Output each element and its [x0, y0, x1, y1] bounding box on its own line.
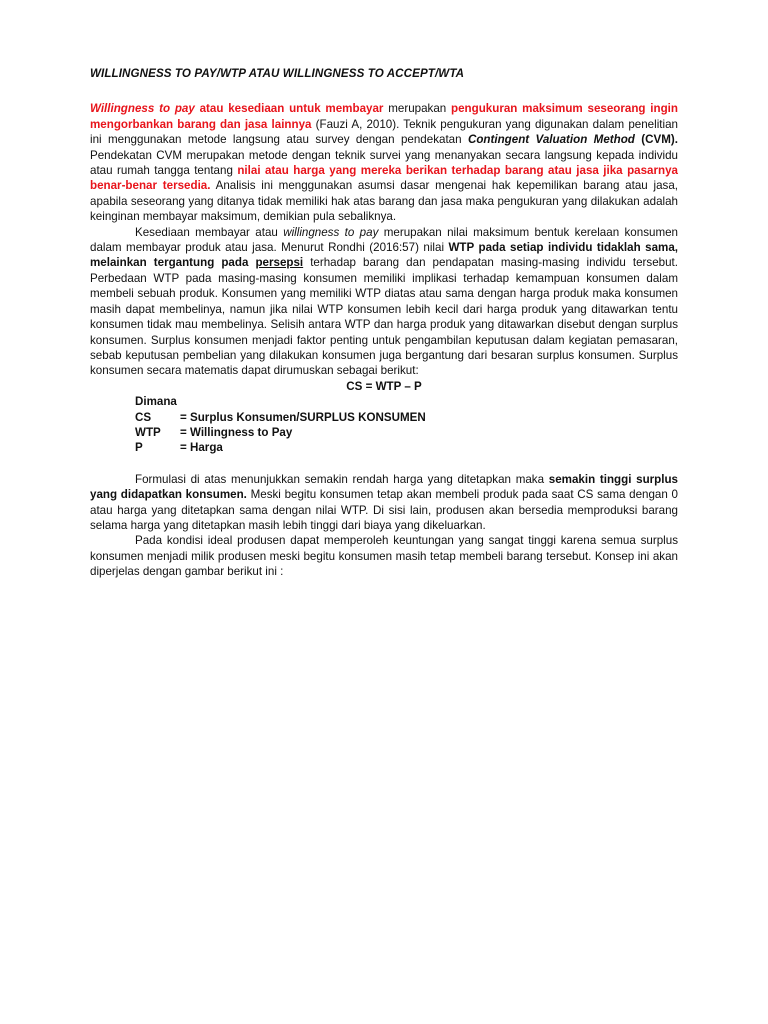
term-willingness-to-pay: Willingness to pay [90, 102, 195, 116]
highlight-nilai-harga: nilai atau harga yang mereka berikan terhadap barang atau jasa jika pasarnya benar-benar tersedia. [90, 164, 678, 193]
bold-wtp-setiap-individu: WTP pada setiap individu tidaklah sama, melainkan tergantung pada [90, 241, 678, 270]
definition-meaning: = Willingness to Pay [180, 425, 293, 439]
definition-row [135, 410, 678, 425]
definition-symbol: P [135, 441, 143, 455]
definition-row [135, 425, 678, 440]
text-segment: Kesediaan membayar atau [135, 225, 284, 239]
definition-symbol: CS [135, 410, 152, 424]
term-willingness-to-pay-italic: willingness to pay [283, 225, 379, 239]
definition-meaning: = Harga [180, 441, 223, 455]
definition-symbol: WTP [135, 425, 161, 439]
formula-definitions [135, 394, 678, 456]
text-segment: Perbedaan WTP pada masing-masing konsumen memiliki implikasi terhadap kemampuan konsumen dalam membeli sebuah produk. Konsumen yang memiliki WTP diatas atau sama dengan harga produk maka konsumen masih dapat membelinya, namun jika nilai WTP konsumen lebih kecil dari harga produk yang ditawarkan tentu konsumen tidak mau membelinya. Selisih antara WTP dan harga produk yang ditawarkan disebut dengan surplus konsumen. Surplus konsumen menjadi faktor penting untuk pengambilan keputusan dalam kegiatan pemasaran, sebab keputusan pembelian yang dilakukan konsumen juga bergantung dari besaran surplus konsumen. Surplus konsumen secara matematis dapat dirumuskan sebagai berikut: [90, 271, 678, 378]
text-segment: merupakan [383, 102, 452, 116]
text-segment: Pendekatan CVM merupakan metode dengan teknik survei yang menanyakan secara langsung kepada individu atau rumah tangga tentang [90, 148, 678, 178]
paragraph-wtp-definition [90, 101, 678, 224]
definition-meaning: = Surplus Konsumen/SURPLUS KONSUMEN [180, 410, 426, 424]
term-contingent-valuation-method: Contingent Valuation Method [467, 133, 635, 147]
bold-surplus-tinggi: semakin tinggi surplus yang didapatkan konsumen. [90, 472, 679, 502]
text-segment: (Fauzi A, 2010). Teknik pengukuran yang digunakan dalam penelitian ini menggunakan metode langsung atau survey dengan pendekatan [90, 117, 678, 147]
paragraph-formulasi [90, 472, 678, 534]
highlight-pengukuran-maksimum: pengukuran maksimum seseorang ingin mengorbankan barang dan jasa lainnya [90, 102, 678, 131]
underlined-persepsi: persepsi [255, 256, 304, 270]
title-spacer [90, 81, 678, 101]
term-cvm: (CVM). [634, 133, 678, 147]
paragraph-kondisi-ideal [90, 533, 678, 579]
document-title: WILLINGNESS TO PAY/WTP ATAU WILLINGNESS TO ACCEPT/WTA [90, 67, 465, 80]
document-page [90, 66, 678, 580]
text-segment: Pada kondisi ideal produsen dapat memperoleh keuntungan yang sangat tinggi karena semua surplus konsumen menjadi milik produsen meski begitu konsumen masih tetap membeli barang tersebut. Konsep ini akan diperjelas dengan gambar berikut ini : [90, 534, 678, 579]
text-segment: Analisis ini menggunakan asumsi dasar mengenai hak kepemilikan barang atau jasa, apabila seseorang yang ditanya tidak memiliki hak atas barang dan jasa maka pengukuran yang dilakukan adalah keinginan membayar maksimum, demikian pula sebaliknya. [90, 179, 678, 224]
text-segment: terhadap barang dan pendapatan masing-masing individu tersebut. [303, 256, 678, 270]
term-kesediaan-membayar: atau kesediaan untuk membayar [194, 102, 384, 116]
text-segment: merupakan nilai maksimum bentuk kerelaan konsumen dalam membayar produk atau jasa. Menurut Rondhi (2016:57) nilai [90, 225, 678, 255]
section-spacer [90, 456, 678, 472]
text-segment: Formulasi di atas menunjukkan semakin rendah harga yang ditetapkan maka [135, 472, 549, 486]
text-segment: Meski begitu konsumen tetap akan membeli produk pada saat CS sama dengan 0 atau harga yang ditetapkan sama dengan nilai WTP. Di sisi lain, produsen akan bersedia memproduksi barang selama harga yang ditetapkan masih lebih tinggi dari biaya yang dikeluarkan. [90, 488, 678, 532]
definitions-heading: Dimana [135, 395, 177, 409]
paragraph-kesediaan-membayar [90, 225, 678, 379]
definition-row [135, 440, 678, 455]
formula-cs: CS = WTP – P [346, 379, 422, 393]
